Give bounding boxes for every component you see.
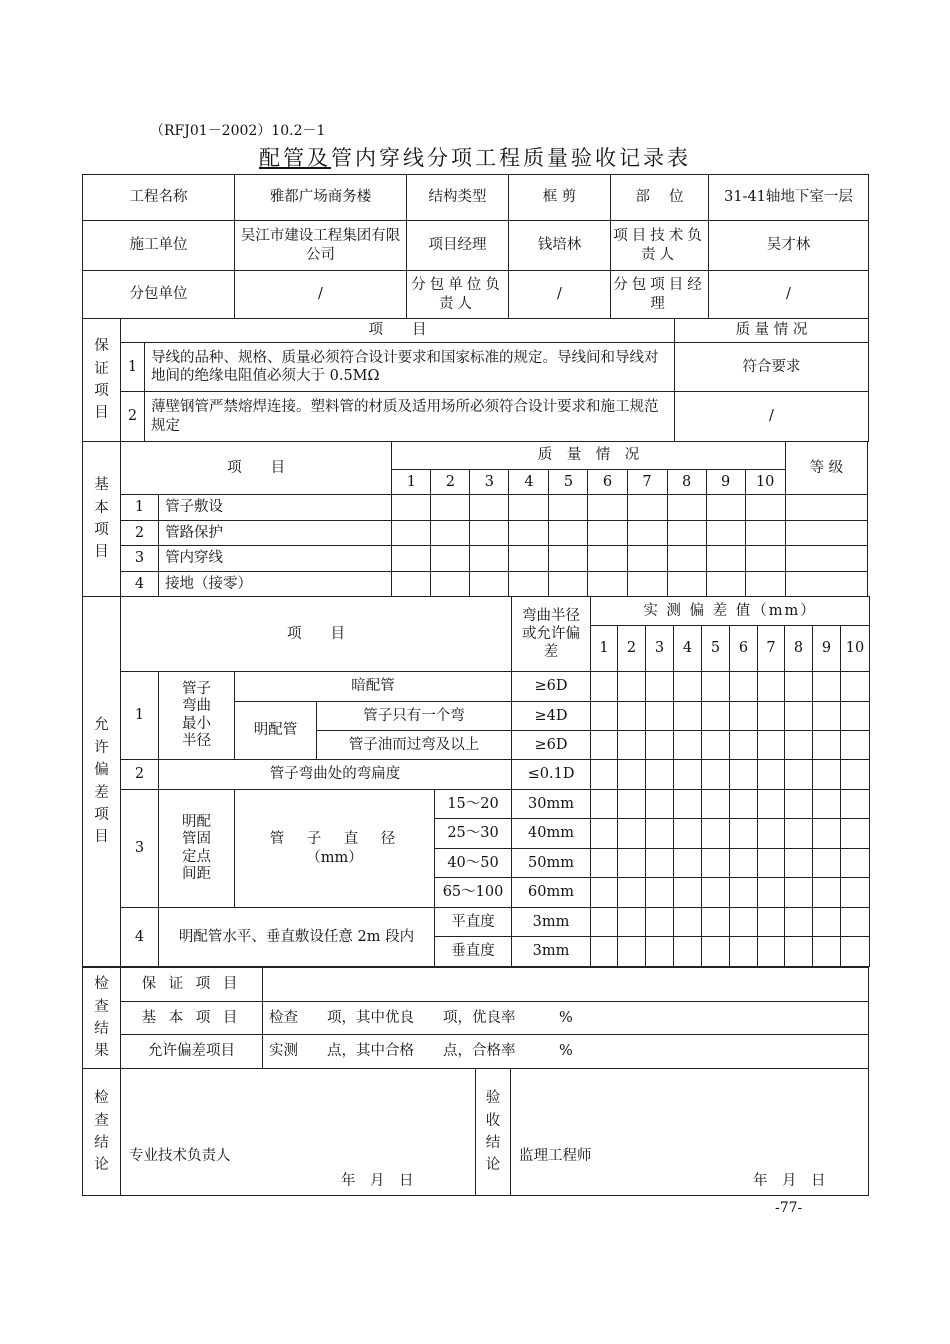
basic-num: 2 bbox=[431, 470, 470, 495]
sub-lead-label: 分包单位负责人 bbox=[407, 271, 509, 319]
guarantee-table bbox=[82, 318, 869, 442]
basic-num: 4 bbox=[509, 470, 549, 495]
structure-value: 框 剪 bbox=[509, 175, 611, 221]
deviation-num: 2 bbox=[618, 626, 646, 672]
conclusion-right-date: 年 月 日 bbox=[753, 1173, 826, 1189]
g2-no: 2 bbox=[121, 760, 159, 790]
sub-lead-value: / bbox=[509, 271, 611, 319]
conclusion-left-sign: 专业技术负责人 bbox=[129, 1148, 231, 1164]
basic-row-text: 接地（接零） bbox=[159, 572, 392, 597]
g1-open-b: 管子油而过弯及以上 bbox=[317, 731, 512, 760]
g4-no: 4 bbox=[121, 908, 159, 967]
g1-no: 1 bbox=[121, 672, 159, 760]
basic-col-grade: 等 级 bbox=[785, 442, 867, 495]
project-name-label: 工程名称 bbox=[83, 175, 235, 221]
position-label: 部 位 bbox=[611, 175, 709, 221]
title-part-rest: 管内穿线分项工程质量验收记录表 bbox=[331, 146, 691, 170]
check-basic-label: 基 本 项 目 bbox=[121, 1002, 263, 1035]
basic-row-text: 管子敷设 bbox=[159, 495, 392, 521]
guarantee-row-text: 薄壁钢管严禁熔焊连接。塑料管的材质及适用场所必须符合设计要求和施工规范规定 bbox=[145, 392, 675, 442]
basic-row-no: 4 bbox=[121, 572, 159, 597]
g3-label: 明配管固定点间距 bbox=[159, 790, 235, 908]
guarantee-row-no: 2 bbox=[121, 392, 145, 442]
sub-label: 分包单位 bbox=[83, 271, 235, 319]
basic-num: 10 bbox=[745, 470, 785, 495]
pm-label: 项目经理 bbox=[407, 221, 509, 271]
g3-tol: 60mm bbox=[512, 878, 591, 908]
pm-value: 钱培林 bbox=[509, 221, 611, 271]
deviation-num: 7 bbox=[758, 626, 785, 672]
g1-open-a-tol: ≥4D bbox=[512, 702, 591, 731]
tech-lead-label: 项目技术负责人 bbox=[611, 221, 709, 271]
guarantee-section-label: 保证项目 bbox=[83, 319, 121, 442]
check-basic-text: 检查 项，其中优良 项，优良率 % bbox=[263, 1002, 869, 1035]
g4-tol: 3mm bbox=[512, 908, 591, 937]
g3-tol: 50mm bbox=[512, 849, 591, 878]
g3-tol: 40mm bbox=[512, 819, 591, 849]
sub-pm-label: 分包项目经 理 bbox=[611, 271, 709, 319]
deviation-table bbox=[82, 596, 870, 967]
contractor-label: 施工单位 bbox=[83, 221, 235, 271]
basic-num: 1 bbox=[392, 470, 431, 495]
conclusion-left-cell bbox=[121, 1069, 476, 1196]
g4-name: 垂直度 bbox=[435, 937, 512, 967]
deviation-num: 9 bbox=[813, 626, 841, 672]
g3-range: 65～100 bbox=[435, 878, 512, 908]
g1-label: 管子弯曲最小半径 bbox=[159, 672, 235, 760]
deviation-num: 3 bbox=[646, 626, 674, 672]
info-table bbox=[82, 174, 869, 319]
g3-no: 3 bbox=[121, 790, 159, 908]
guarantee-col-quality: 质 量 情 况 bbox=[675, 319, 869, 343]
g2-label: 管子弯曲处的弯扁度 bbox=[159, 760, 512, 790]
deviation-num: 5 bbox=[702, 626, 730, 672]
g1-dark-tol: ≥6D bbox=[512, 672, 591, 702]
guarantee-row-text: 导线的品种、规格、质量必须符合设计要求和国家标准的规定。导线间和导线对地间的绝缘电阻值必须大于 0.5MΩ bbox=[145, 343, 675, 392]
basic-row-no: 1 bbox=[121, 495, 159, 521]
basic-section-label: 基本项目 bbox=[83, 442, 121, 597]
sub-pm-value: / bbox=[709, 271, 869, 319]
basic-row-text: 管内穿线 bbox=[159, 546, 392, 572]
g3-dia-cell bbox=[235, 790, 435, 908]
conclusion-right-sign: 监理工程师 bbox=[519, 1148, 592, 1164]
g1-open: 明配管 bbox=[235, 702, 317, 760]
g4-label: 明配管水平、垂直敷设任意 2m 段内 bbox=[159, 908, 435, 967]
basic-num: 5 bbox=[549, 470, 588, 495]
g1-open-b-tol: ≥6D bbox=[512, 731, 591, 760]
check-table bbox=[82, 967, 869, 1069]
tech-lead-value: 吴才林 bbox=[709, 221, 869, 271]
title-part-underlined: 配管及 bbox=[259, 146, 331, 170]
conclusion-right-label: 验收结论 bbox=[476, 1069, 511, 1196]
g4-tol: 3mm bbox=[512, 937, 591, 967]
conclusion-left-date: 年 月 日 bbox=[341, 1173, 414, 1189]
check-dev-text: 实测 点，其中合格 点，合格率 % bbox=[263, 1035, 869, 1069]
basic-col-quality: 质 量 情 况 bbox=[392, 442, 785, 470]
basic-num: 3 bbox=[470, 470, 509, 495]
deviation-col-tol: 弯曲半径或允许偏差 bbox=[512, 597, 591, 672]
contractor-value: 吴江市建设工程集团有限公司 bbox=[235, 221, 407, 271]
deviation-num: 10 bbox=[841, 626, 870, 672]
project-name: 雅都广场商务楼 bbox=[235, 175, 407, 221]
guarantee-row-no: 1 bbox=[121, 343, 145, 392]
guarantee-row-quality: / bbox=[675, 392, 869, 442]
g1-dark: 暗配管 bbox=[235, 672, 512, 702]
g2-tol: ≤0.1D bbox=[512, 760, 591, 790]
basic-num: 6 bbox=[588, 470, 627, 495]
guarantee-col-item: 项 目 bbox=[121, 319, 675, 343]
deviation-section-label: 允许偏差项目 bbox=[83, 597, 121, 967]
conclusion-table bbox=[82, 1068, 869, 1196]
basic-num: 7 bbox=[627, 470, 667, 495]
sub-value: / bbox=[235, 271, 407, 319]
g3-range: 40～50 bbox=[435, 849, 512, 878]
deviation-col-item: 项 目 bbox=[121, 597, 512, 672]
deviation-num: 8 bbox=[785, 626, 813, 672]
deviation-num: 6 bbox=[730, 626, 758, 672]
page-title bbox=[0, 142, 950, 172]
basic-row-no: 3 bbox=[121, 546, 159, 572]
g1-open-a: 管子只有一个弯 bbox=[317, 702, 512, 731]
check-guarantee-label: 保 证 项 目 bbox=[121, 968, 263, 1002]
deviation-num: 1 bbox=[591, 626, 618, 672]
position-value: 31-41轴地下室一层 bbox=[709, 175, 869, 221]
basic-table bbox=[82, 441, 868, 597]
deviation-num: 4 bbox=[674, 626, 702, 672]
basic-row-no: 2 bbox=[121, 521, 159, 546]
conclusion-right-cell bbox=[511, 1069, 869, 1196]
g3-range: 15～20 bbox=[435, 790, 512, 819]
g3-range: 25～30 bbox=[435, 819, 512, 849]
basic-num: 8 bbox=[667, 470, 706, 495]
conclusion-left-label: 检查结论 bbox=[83, 1069, 121, 1196]
page-number: -77- bbox=[775, 1200, 803, 1216]
deviation-col-measured: 实 测 偏 差 值（mm） bbox=[591, 597, 870, 626]
basic-col-item: 项 目 bbox=[121, 442, 392, 495]
basic-row-text: 管路保护 bbox=[159, 521, 392, 546]
check-section-label: 检查结果 bbox=[83, 968, 121, 1069]
g3-tol: 30mm bbox=[512, 790, 591, 819]
form-code: （RFJ01－2002）10.2－1 bbox=[150, 123, 326, 139]
guarantee-row-quality: 符合要求 bbox=[675, 343, 869, 392]
g3-dia-label: 管 子 直 径 bbox=[269, 831, 400, 848]
structure-label: 结构类型 bbox=[407, 175, 509, 221]
g4-name: 平直度 bbox=[435, 908, 512, 937]
check-dev-label: 允许偏差项目 bbox=[121, 1035, 263, 1069]
basic-num: 9 bbox=[706, 470, 745, 495]
g3-dia-unit: （mm） bbox=[306, 849, 363, 866]
